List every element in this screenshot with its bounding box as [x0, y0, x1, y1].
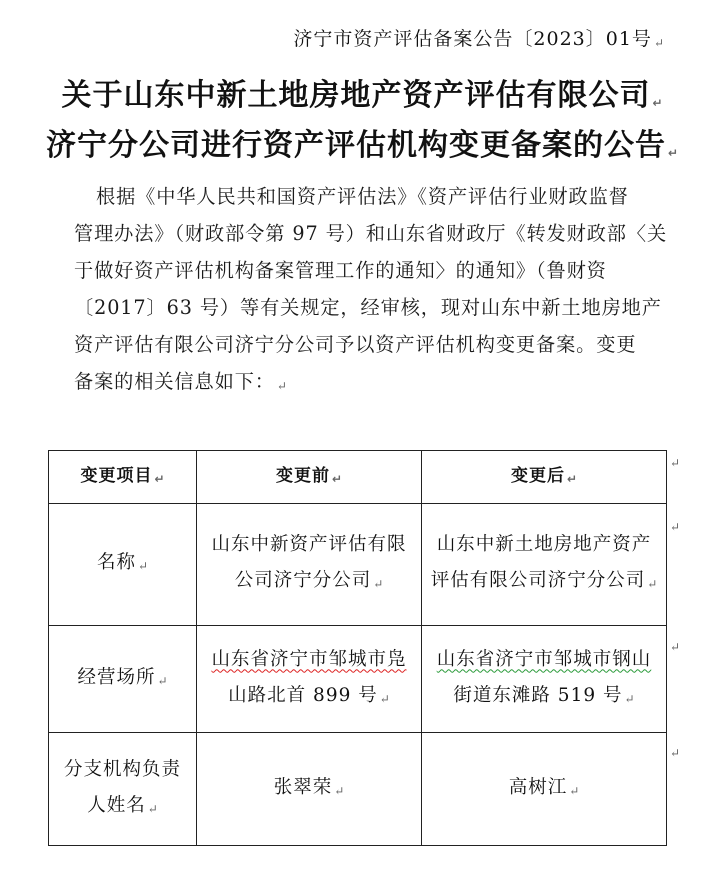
document-number-text: 济宁市资产评估备案公告〔2023〕01号: [293, 28, 652, 50]
cell-before: [197, 733, 422, 846]
cell-item: [49, 733, 197, 846]
row-end-mark-icon: ↵: [670, 640, 681, 654]
cell-text: 公司济宁分公司: [234, 570, 372, 591]
header-before-text: 变更前: [275, 465, 330, 486]
row-end-mark-icon: ↵: [670, 746, 681, 760]
cell-line: 分支机构负责: [63, 758, 181, 780]
body-line: 管理办法》（财政部令第 97 号）和山东省财政厅《转发财政部〈关: [74, 222, 668, 245]
body-line-text: 备案的相关信息如下：: [74, 370, 275, 393]
cell-line: [55, 545, 190, 584]
body-line: 根据《中华人民共和国资产评估法》《资产评估行业财政监督: [96, 185, 629, 208]
cell-text: 人姓名: [87, 794, 146, 816]
paragraph-mark-icon: ↵: [647, 577, 658, 591]
paragraph-mark-icon: ↵: [334, 783, 345, 798]
paragraph-mark-icon: ↵: [147, 801, 158, 816]
body-line-last: [74, 363, 674, 405]
cell-after: [422, 626, 667, 733]
title-line-1-text: 关于山东中新土地房地产资产评估有限公司: [61, 78, 651, 113]
cell-line: [428, 678, 660, 717]
cell-item: [49, 626, 197, 733]
cell-before: [197, 504, 422, 626]
cell-line-grammarcheck: 山东省济宁市邹城市钢山: [436, 648, 652, 670]
table-header-row: [49, 451, 667, 504]
header-cell-item: [49, 451, 197, 504]
title-line-1: [0, 70, 724, 114]
cell-text: 张翠荣: [273, 776, 333, 798]
paragraph-mark-icon: ↵: [379, 691, 390, 706]
paragraph-mark-icon: ↵: [566, 471, 578, 486]
paragraph-mark-icon: ↵: [276, 379, 287, 393]
paragraph-mark-icon: ↵: [373, 577, 384, 591]
paragraph-mark-icon: ↵: [653, 36, 664, 50]
table-row: [49, 626, 667, 733]
header-item-text: 变更项目: [80, 465, 153, 486]
document-number: [293, 24, 664, 51]
cell-line: 山东中新土地房地产资产: [436, 534, 652, 555]
cell-after: [422, 504, 667, 626]
paragraph-mark-icon: ↵: [157, 673, 168, 688]
body-line: 于做好资产评估机构备案管理工作的通知〉的通知》（鲁财资: [74, 259, 607, 282]
cell-line: [55, 660, 190, 699]
table-row: [49, 504, 667, 626]
cell-line: 山东中新资产评估有限: [211, 534, 407, 555]
cell-text: 名称: [96, 552, 136, 573]
row-end-mark-icon: ↵: [670, 456, 681, 470]
cell-line-spellcheck: 山东省济宁市邹城市凫: [211, 648, 407, 670]
paragraph-mark-icon: ↵: [652, 96, 663, 110]
cell-text: 经营场所: [77, 666, 156, 688]
table-row: [49, 733, 667, 846]
paragraph-mark-icon: ↵: [667, 146, 679, 160]
paragraph-mark-icon: ↵: [154, 471, 165, 486]
paragraph-mark-icon: ↵: [137, 559, 149, 573]
cell-line: [428, 770, 660, 809]
title-line-2-text: 济宁分公司进行资产评估机构变更备案的公告: [45, 128, 666, 163]
cell-text: 山路北首 899 号: [228, 684, 378, 706]
body-paragraph: [74, 178, 674, 405]
cell-line: [428, 563, 660, 602]
change-table: [48, 450, 667, 846]
header-cell-after: [422, 451, 667, 504]
title-line-2: [0, 120, 724, 164]
cell-before: [197, 626, 422, 733]
cell-after: [422, 733, 667, 846]
cell-line: [55, 788, 190, 827]
cell-text: 评估有限公司济宁分公司: [430, 570, 646, 591]
cell-text: 高树江: [508, 776, 568, 798]
header-cell-before: [197, 451, 422, 504]
body-line: 〔2017〕63 号）等有关规定，经审核，现对山东中新土地房地产: [74, 296, 662, 319]
cell-line: [203, 770, 415, 809]
cell-text: 街道东滩路 519 号: [453, 684, 623, 706]
paragraph-mark-icon: ↵: [569, 783, 580, 798]
header-after-text: 变更后: [510, 465, 565, 486]
cell-line: [203, 563, 415, 602]
cell-line: [203, 678, 415, 717]
row-end-mark-icon: ↵: [670, 520, 681, 534]
cell-item: [49, 504, 197, 626]
paragraph-mark-icon: ↵: [331, 471, 343, 486]
body-line: 资产评估有限公司济宁分公司予以资产评估机构变更备案。变更: [74, 333, 637, 356]
paragraph-mark-icon: ↵: [624, 691, 635, 706]
